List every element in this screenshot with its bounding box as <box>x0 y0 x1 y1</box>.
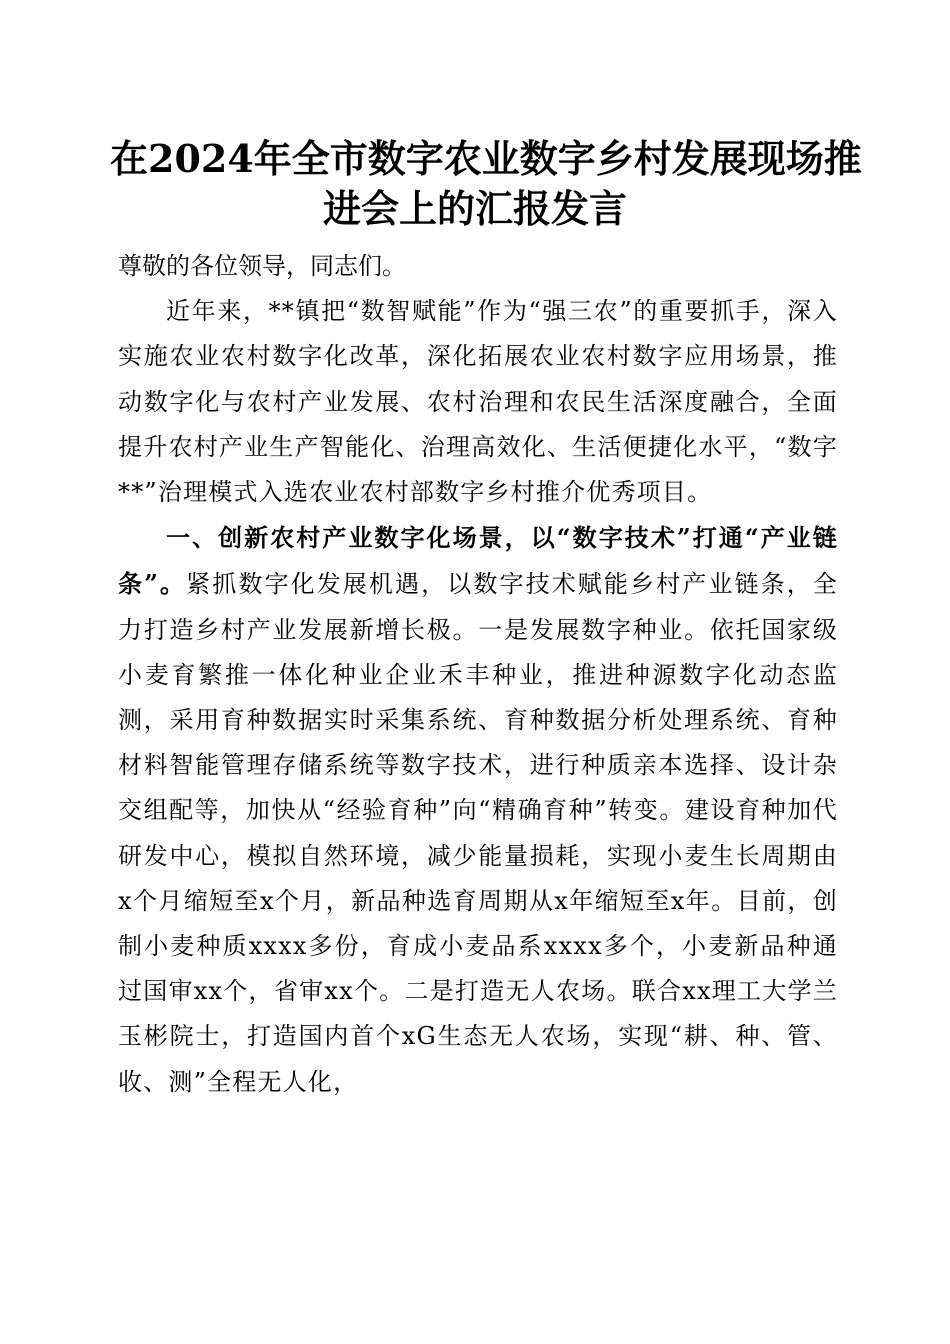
document-title <box>110 134 862 234</box>
section-1-paragraph <box>118 515 838 1105</box>
salutation: 尊敬的各位领导，同志们。 <box>118 252 406 280</box>
intro-paragraph: 近年来，**镇把“数智赋能”作为“强三农”的重要抓手，深入实施农业农村数字化改革，深化拓展农业农村数字应用场景，推动数字化与农村产业发展、农村治理和农民生活深度融合，全面提升农村产业生产智能化、治理高效化、生活便捷化水平，“数字**”治理模式入选农业农村部数字乡村推介优秀项目。 <box>118 297 838 507</box>
document-body <box>118 244 838 1105</box>
section-1-body: 紧抓数字化发展机遇，以数字技术赋能乡村产业链条，全力打造乡村产业发展新增长极。一是发展数字种业。依托国家级小麦育繁推一体化种业企业禾丰种业，推进种源数字化动态监测，采用育种数据实时采集系统、育种数据分析处理系统、育种材料智能管理存储系统等数字技术，进行种质亲本选择、设计杂交组配等，加快从“经验育种”向“精确育种”转变。建设育种加代研发中心，模拟自然环境，减少能量损耗，实现小麦生长周期由x个月缩短至x个月，新品种选育周期从x年缩短至x年。目前，创制小麦种质xxxx多份，育成小麦品系xxxx多个，小麦新品种通过国审xx个，省审xx个。二是打造无人农场。联合xx理工大学兰玉彬院士，打造国内首个xG生态无人农场，实现“耕、种、管、收、测”全程无人化， <box>118 570 838 1096</box>
section-1-heading: 一、创新农村产业数字化场景，以“数字技术”打通“产业链条”。 <box>118 523 838 599</box>
title-line-2: 进会上的汇报发言 <box>322 186 627 231</box>
title-line-1: 在2024年全市数字农业数字乡村发展现场推 <box>110 136 862 181</box>
